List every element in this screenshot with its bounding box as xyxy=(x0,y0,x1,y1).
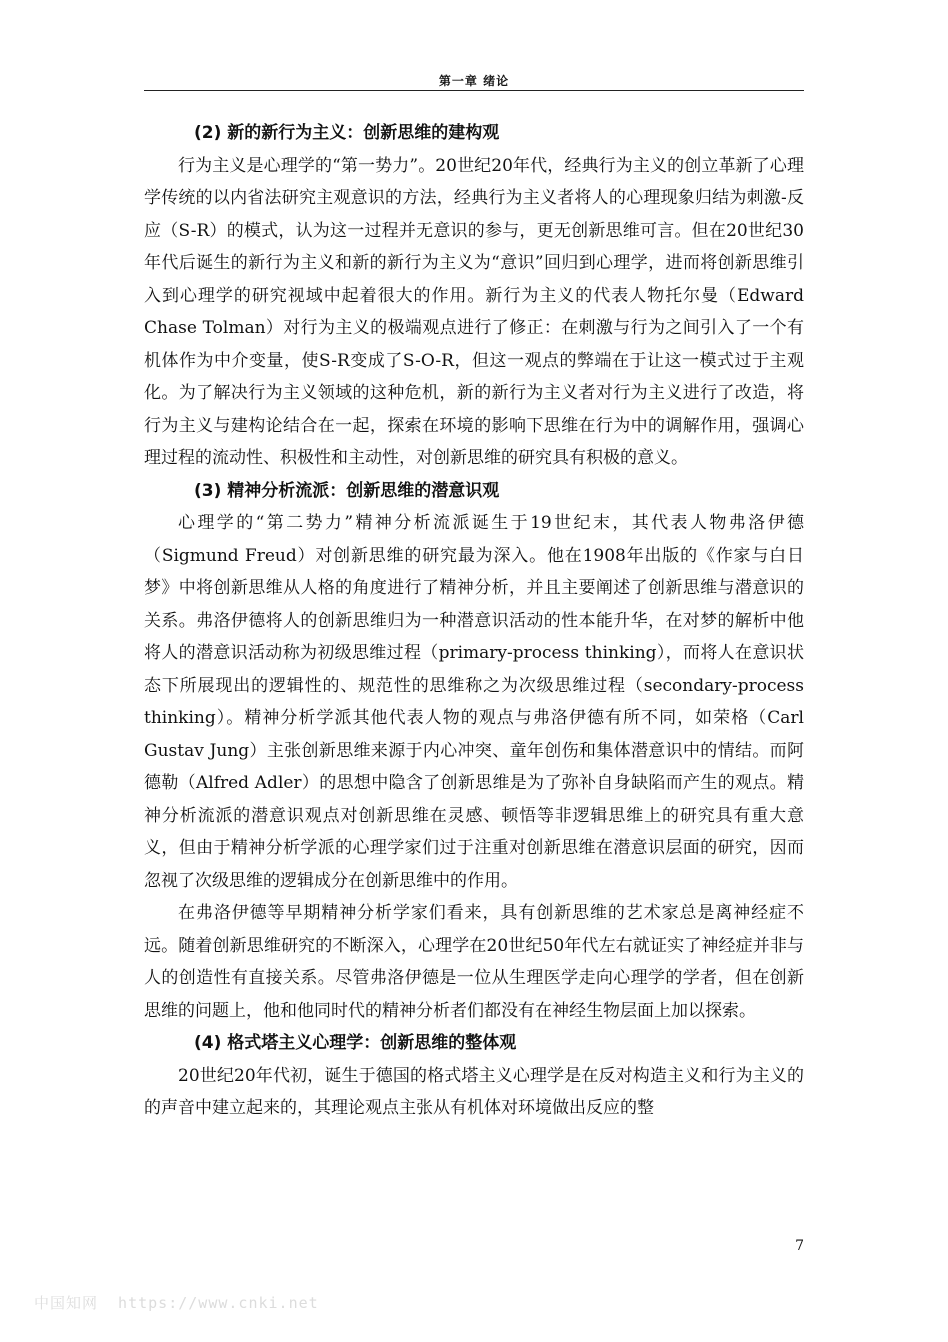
paragraph-gestalt: 20世纪20年代初，诞生于德国的格式塔主义心理学是在反对构造主义和行为主义的的声音中建立起来的，其理论观点主张从有机体对环境做出反应的整 xyxy=(144,1065,804,1118)
section-heading-behaviorism: (2) 新的新行为主义：创新思维的建构观 xyxy=(194,123,500,143)
section-heading-gestalt: (4) 格式塔主义心理学：创新思维的整体观 xyxy=(194,1033,517,1053)
page-body xyxy=(144,117,804,1125)
paragraph-behaviorism: 行为主义是心理学的“第一势力”。20世纪20年代，经典行为主义的创立革新了心理学传统的以内省法研究主观意识的方法，经典行为主义者将人的心理现象归结为刺激-反应（S-R）的模式，认为这一过程并无意识的参与，更无创新思维可言。但在20世纪30年代后诞生的新行为主义和新的新行为主义为“意识”回归到心理学，进而将创新思维引入到心理学的研究视域中起着很大的作用。新行为主义的代表人物托尔曼（Edward Chase Tolman）对行为主义的极端观点进行了修正：在刺激与行为之间引入了一个有机体作为中介变量，使S-R变成了S-O-R，但这一观点的弊端在于让这一模式过于主观化。为了解决行为主义领域的这种危机，新的新行为主义者对行为主义进行了改造，将行为主义与建构论结合在一起，探索在环境的影响下思维在行为中的调解作用，强调心理过程的流动性、积极性和主动性，对创新思维的研究具有积极的意义。 xyxy=(144,155,804,468)
running-head: 第一章 绪论 xyxy=(438,74,510,88)
section-heading-psychoanalysis: (3) 精神分析流派：创新思维的潜意识观 xyxy=(194,480,500,501)
paragraph-psychoanalysis: 心理学的“第二势力”精神分析流派诞生于19世纪末，其代表人物弗洛伊德（Sigmund Freud）对创新思维的研究最为深入。他在1908年出版的《作家与白日梦》中将创新思维从人格的角度进行了精神分析，并且主要阐述了创新思维与潜意识的关系。弗洛伊德将人的创新思维归为一种潜意识活动的性本能升华，在对梦的解析中他将人的潜意识活动称为初级思维过程（primary-process thinking），而将人在意识状态下所展现出的逻辑性的、规范性的思维称之为次级思维过程（secondary-process thinking）。精神分析学派其他代表人物的观点与弗洛伊德有所不同，如荣格（Carl Gustav Jung）主张创新思维来源于内心冲突、童年创伤和集体潜意识中的情结。而阿德勒（Alfred Adler）的思想中隐含了创新思维是为了弥补自身缺陷而产生的观点。精神分析流派的潜意识观点对创新思维在灵感、顿悟等非逻辑思维上的研究具有重大意义，但由于精神分析学派的心理学家们过于注重对创新思维在潜意识层面的研究，因而忽视了次级思维的逻辑成分在创新思维中的作用。 xyxy=(144,513,804,891)
paragraph-neurosis: 在弗洛伊德等早期精神分析学家们看来，具有创新思维的艺术家总是离神经症不远。随着创新思维研究的不断深入，心理学在20世纪50年代左右就证实了神经症并非与人的创造性有直接关系。尽管弗洛伊德是一位从生理医学走向心理学的学者，但在创新思维的问题上，他和他同时代的精神分析者们都没有在神经生物层面上加以探索。 xyxy=(144,903,804,1021)
header-rule xyxy=(144,90,804,91)
page-number: 7 xyxy=(795,1238,804,1254)
cnki-watermark: 中国知网 https://www.cnki.net xyxy=(34,1294,319,1312)
